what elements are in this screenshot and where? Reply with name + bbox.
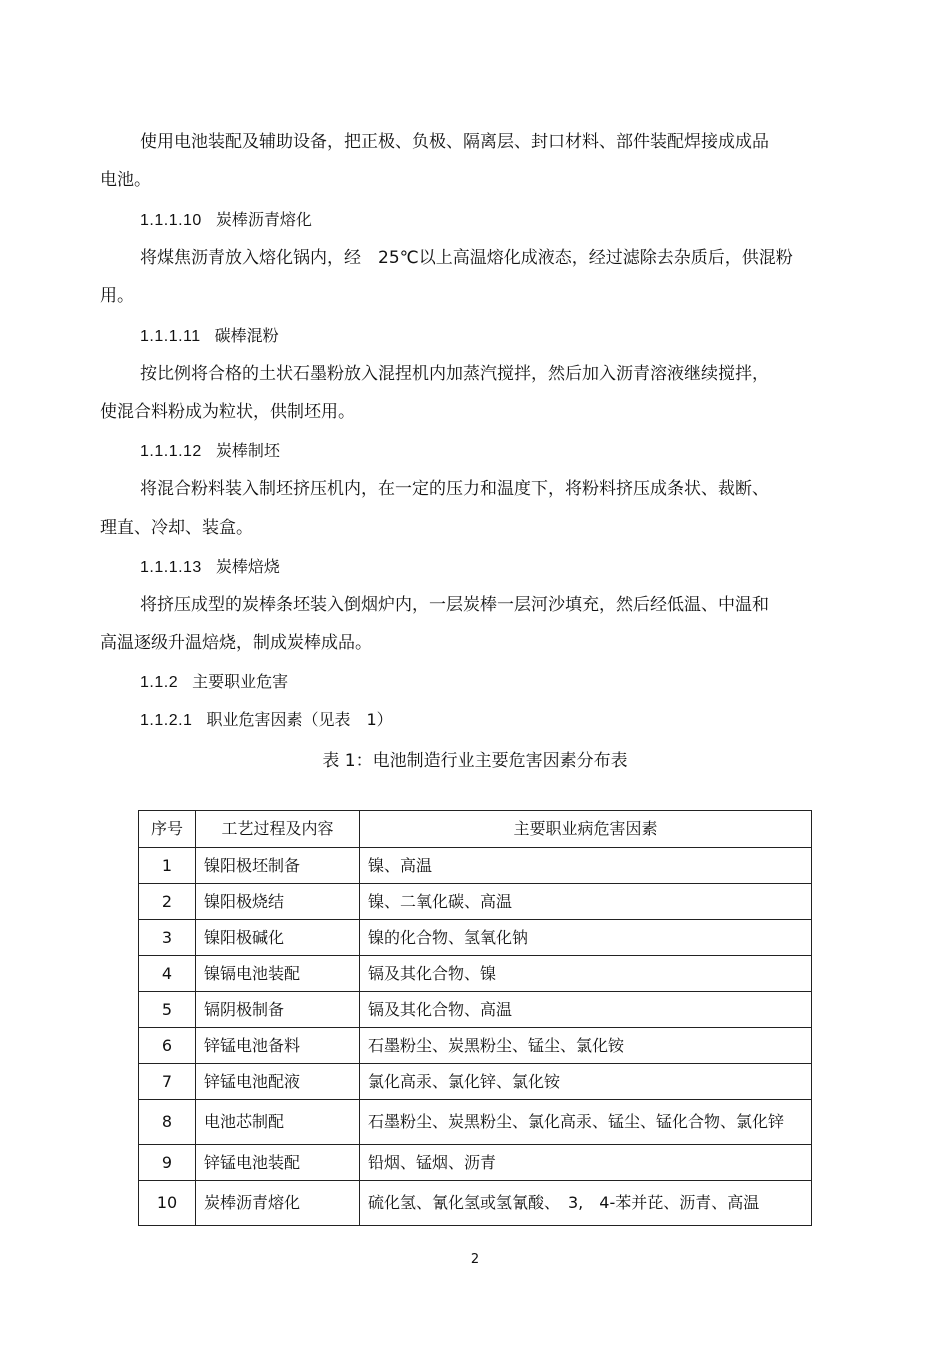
header-process: 工艺过程及内容 (196, 811, 360, 848)
section-title: 炭棒焙烧 (215, 557, 280, 576)
header-number: 序号 (139, 811, 196, 848)
cell-process: 镉阴极制备 (196, 992, 360, 1028)
section-number: 1.1.2.1 (140, 712, 193, 729)
table-row (139, 956, 812, 992)
section-number: 1.1.2 (140, 674, 179, 691)
cell-number: 9 (139, 1145, 196, 1181)
paragraph-line: 将混合粉料装入制坯挤压机内，在一定的压力和温度下，将粉料挤压成条状、裁断、 (140, 479, 769, 499)
cell-process: 锌锰电池配液 (196, 1064, 360, 1100)
paragraph-line: 按比例将合格的土状石墨粉放入混捏机内加蒸汽搅拌，然后加入沥青溶液继续搅拌， (140, 364, 769, 384)
cell-number: 4 (139, 956, 196, 992)
cell-process: 锌锰电池备料 (196, 1028, 360, 1064)
header-hazards: 主要职业病危害因素 (360, 811, 812, 848)
section-title: 炭棒沥青熔化 (215, 210, 312, 229)
paragraph-line: 电池。 (100, 170, 151, 190)
cell-process: 镍镉电池装配 (196, 956, 360, 992)
cell-number: 1 (139, 848, 196, 884)
section-heading (140, 556, 280, 579)
cell-hazards: 镉及其化合物、高温 (360, 992, 812, 1028)
table-row (139, 1064, 812, 1100)
cell-number: 6 (139, 1028, 196, 1064)
cell-number: 2 (139, 884, 196, 920)
cell-hazards: 氯化高汞、氯化锌、氯化铵 (360, 1064, 812, 1100)
cell-number: 3 (139, 920, 196, 956)
paragraph-line: 理直、冷却、装盒。 (100, 518, 253, 538)
paragraph-line: 高温逐级升温焙烧，制成炭棒成品。 (100, 633, 372, 653)
section-number: 1.1.1.13 (140, 559, 202, 576)
paragraph-line: 将煤焦沥青放入熔化锅内，经 25℃以上高温熔化成液态，经过滤除去杂质后，供混粉 (140, 248, 793, 268)
cell-process: 镍阳极坯制备 (196, 848, 360, 884)
section-title: 职业危害因素（见表 1） (206, 710, 393, 729)
section-number: 1.1.1.12 (140, 443, 202, 460)
hazard-table (138, 810, 812, 1226)
section-title: 炭棒制坯 (215, 441, 280, 460)
page-number: 2 (470, 1252, 480, 1267)
paragraph-line: 将挤压成型的炭棒条坯装入倒烟炉内，一层炭棒一层河沙填充，然后经低温、中温和 (140, 595, 769, 615)
cell-number: 5 (139, 992, 196, 1028)
cell-number: 7 (139, 1064, 196, 1100)
section-heading (140, 209, 312, 232)
cell-hazards: 镍的化合物、氢氧化钠 (360, 920, 812, 956)
table-row (139, 884, 812, 920)
section-title: 主要职业危害 (192, 672, 289, 691)
section-heading (140, 325, 279, 348)
section-title: 碳棒混粉 (214, 326, 279, 345)
cell-hazards: 石墨粉尘、炭黑粉尘、氯化高汞、锰尘、锰化合物、氯化锌 (360, 1100, 812, 1145)
table-row (139, 1145, 812, 1181)
section-heading (140, 709, 393, 732)
table-caption: 表 1：电池制造行业主要危害因素分布表 (322, 751, 628, 771)
cell-hazards: 镉及其化合物、镍 (360, 956, 812, 992)
table-row (139, 1100, 812, 1145)
cell-number: 10 (139, 1181, 196, 1226)
cell-process: 炭棒沥青熔化 (196, 1181, 360, 1226)
cell-hazards: 镍、高温 (360, 848, 812, 884)
cell-number: 8 (139, 1100, 196, 1145)
table-row (139, 848, 812, 884)
paragraph-line: 使用电池装配及辅助设备，把正极、负极、隔离层、封口材料、部件装配焊接成成品 (140, 132, 769, 152)
table-row (139, 992, 812, 1028)
table-row (139, 920, 812, 956)
table-row (139, 1181, 812, 1226)
cell-hazards: 铅烟、锰烟、沥青 (360, 1145, 812, 1181)
cell-hazards: 石墨粉尘、炭黑粉尘、锰尘、氯化铵 (360, 1028, 812, 1064)
section-heading (140, 440, 280, 463)
cell-process: 电池芯制配 (196, 1100, 360, 1145)
cell-hazards: 硫化氢、氰化氢或氢氰酸、 3, 4-苯并芘、沥青、高温 (360, 1181, 812, 1226)
cell-hazards: 镍、二氧化碳、高温 (360, 884, 812, 920)
paragraph-line: 用。 (100, 286, 134, 306)
section-number: 1.1.1.11 (140, 328, 201, 345)
cell-process: 锌锰电池装配 (196, 1145, 360, 1181)
section-number: 1.1.1.10 (140, 212, 202, 229)
table-row (139, 1028, 812, 1064)
paragraph-line: 使混合料粉成为粒状，供制坯用。 (100, 402, 355, 422)
section-heading (140, 671, 288, 694)
cell-process: 镍阳极烧结 (196, 884, 360, 920)
cell-process: 镍阳极碱化 (196, 920, 360, 956)
table-header-row (139, 811, 812, 848)
